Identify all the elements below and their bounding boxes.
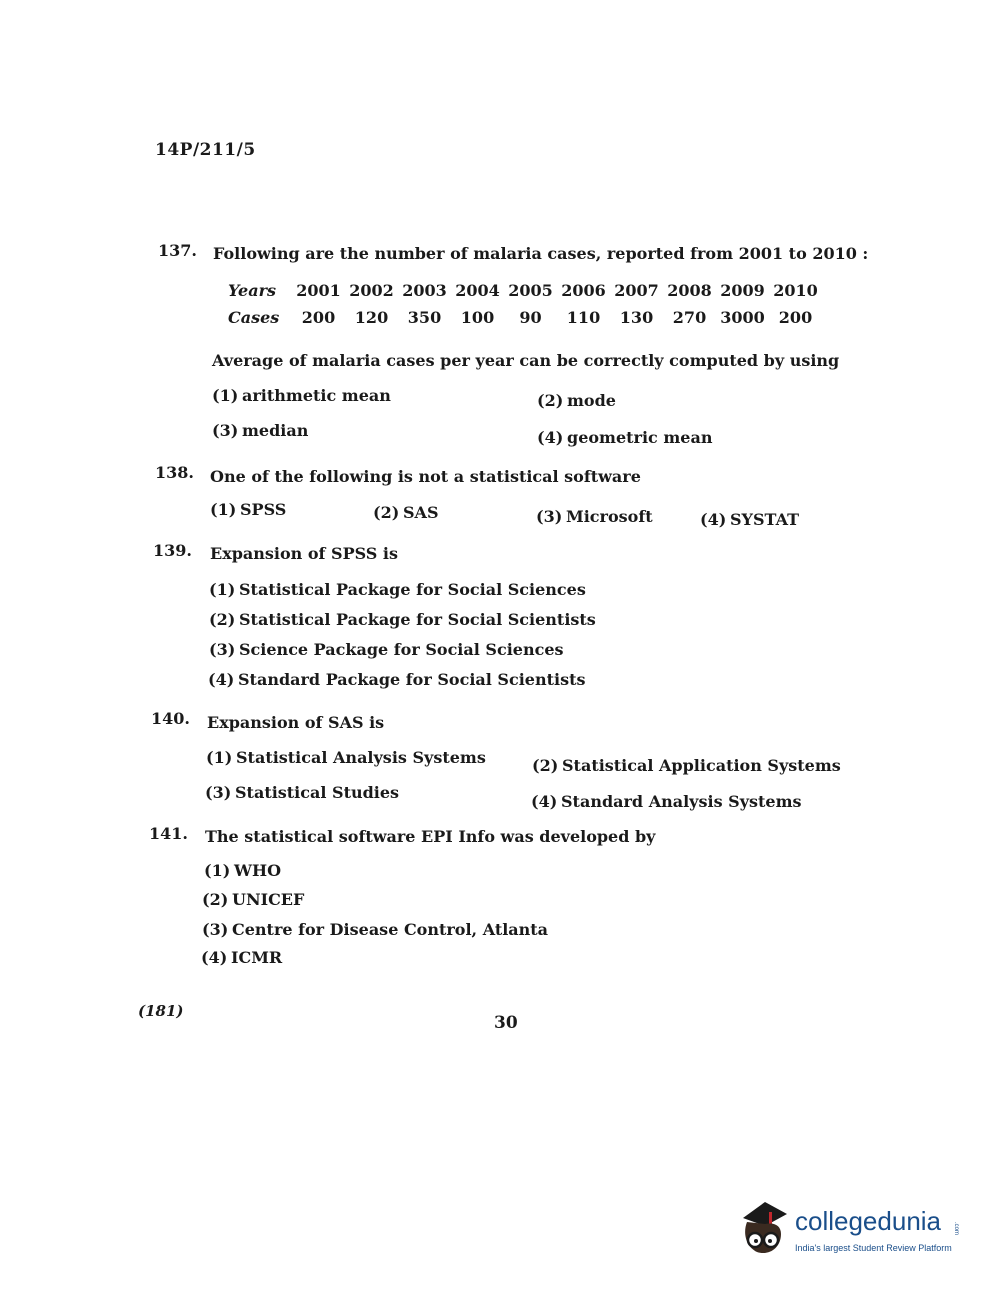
- option-text: Statistical Analysis Systems: [236, 748, 486, 767]
- option-number: (2): [537, 391, 564, 410]
- case-cell: 270: [672, 308, 707, 327]
- option-number: (2): [202, 890, 229, 909]
- year-cell: 2002: [349, 281, 394, 300]
- question-number-140: 140.: [151, 709, 190, 728]
- question-number-139: 139.: [153, 541, 192, 560]
- option-text: median: [242, 421, 309, 440]
- option-137-3[interactable]: [212, 421, 308, 440]
- option-number: (2): [532, 756, 559, 775]
- year-cell: 2007: [614, 281, 659, 300]
- logo-tagline: India's largest Student Review Platform: [795, 1243, 952, 1253]
- malaria-cases-table: [228, 277, 822, 331]
- mascot-icon: [735, 1196, 793, 1258]
- page-number: 30: [494, 1013, 518, 1033]
- case-cell: 130: [619, 308, 654, 327]
- option-text: Statistical Studies: [235, 783, 400, 802]
- option-text: Statistical Package for Social Sciences: [239, 580, 586, 599]
- footer-code: (181): [138, 1002, 184, 1020]
- question-number-141: 141.: [149, 824, 188, 843]
- question-text-137: Following are the number of malaria cases, reported from 2001 to 2010 :: [213, 244, 869, 263]
- year-cell: 2004: [455, 281, 500, 300]
- option-139-1[interactable]: [209, 580, 586, 599]
- case-cell: 120: [354, 308, 389, 327]
- year-cell: 2009: [720, 281, 765, 300]
- option-text: arithmetic mean: [242, 386, 391, 405]
- option-138-4[interactable]: [700, 510, 799, 529]
- option-141-1[interactable]: [204, 861, 281, 880]
- option-141-4[interactable]: [201, 948, 282, 967]
- option-137-4[interactable]: [537, 428, 712, 447]
- option-number: (1): [209, 580, 236, 599]
- option-141-2[interactable]: [202, 890, 304, 909]
- case-cell: 200: [778, 308, 813, 327]
- option-text: Centre for Disease Control, Atlanta: [232, 920, 549, 939]
- option-number: (3): [205, 783, 232, 802]
- logo-wordmark: collegedunia: [795, 1206, 942, 1236]
- case-cell: 350: [407, 308, 442, 327]
- year-cell: 2003: [402, 281, 447, 300]
- question-text-140: Expansion of SAS is: [207, 713, 385, 732]
- option-text: geometric mean: [567, 428, 713, 447]
- cases-label: Cases: [228, 308, 280, 327]
- option-140-4[interactable]: [531, 792, 802, 811]
- option-text: UNICEF: [232, 890, 305, 909]
- option-number: (3): [202, 920, 229, 939]
- years-label: Years: [228, 281, 277, 300]
- question-text-141: The statistical software EPI Info was developed by: [205, 827, 656, 846]
- table-row-cases: [228, 304, 822, 331]
- case-cell: 110: [566, 308, 601, 327]
- option-text: Statistical Package for Social Scientists: [239, 610, 596, 629]
- option-text: SAS: [403, 503, 439, 522]
- option-number: (1): [204, 861, 231, 880]
- option-number: (1): [206, 748, 233, 767]
- option-number: (1): [212, 386, 239, 405]
- case-cell: 3000: [720, 308, 765, 327]
- year-cell: 2001: [296, 281, 341, 300]
- year-cell: 2008: [667, 281, 712, 300]
- option-number: (4): [700, 510, 727, 529]
- question-number-137: 137.: [158, 241, 197, 260]
- option-text: ICMR: [231, 948, 283, 967]
- case-cell: 100: [460, 308, 495, 327]
- option-text: SPSS: [240, 500, 287, 519]
- question-subtext-137: Average of malaria cases per year can be correctly computed by using: [212, 351, 840, 370]
- case-cell: 90: [519, 308, 542, 327]
- option-138-1[interactable]: [210, 500, 286, 519]
- option-140-3[interactable]: [205, 783, 399, 802]
- option-number: (1): [210, 500, 237, 519]
- year-cell: 2006: [561, 281, 606, 300]
- option-number: (3): [209, 640, 236, 659]
- table-row-years: [228, 277, 822, 304]
- option-text: Standard Analysis Systems: [561, 792, 802, 811]
- option-139-3[interactable]: [209, 640, 564, 659]
- year-cell: 2005: [508, 281, 553, 300]
- option-text: Standard Package for Social Scientists: [238, 670, 586, 689]
- question-number-138: 138.: [155, 463, 194, 482]
- option-number: (2): [209, 610, 236, 629]
- paper-code: 14P/211/5: [155, 140, 256, 160]
- option-138-2[interactable]: [373, 503, 439, 522]
- option-text: mode: [567, 391, 616, 410]
- option-number: (4): [531, 792, 558, 811]
- option-number: (3): [212, 421, 239, 440]
- logo-suffix: .com: [953, 1222, 959, 1236]
- option-text: Statistical Application Systems: [562, 756, 841, 775]
- option-number: (4): [208, 670, 235, 689]
- option-140-2[interactable]: [532, 756, 841, 775]
- option-text: Science Package for Social Sciences: [239, 640, 564, 659]
- option-text: SYSTAT: [730, 510, 800, 529]
- option-number: (2): [373, 503, 400, 522]
- option-141-3[interactable]: [202, 920, 548, 939]
- year-cell: 2010: [773, 281, 818, 300]
- option-number: (4): [537, 428, 564, 447]
- question-text-138: One of the following is not a statistical software: [210, 467, 641, 486]
- option-140-1[interactable]: [206, 748, 486, 767]
- option-number: (3): [536, 507, 563, 526]
- question-text-139: Expansion of SPSS is: [210, 544, 399, 563]
- option-139-4[interactable]: [208, 670, 585, 689]
- option-text: WHO: [234, 861, 282, 880]
- case-cell: 200: [301, 308, 336, 327]
- option-138-3[interactable]: [536, 507, 653, 526]
- option-139-2[interactable]: [209, 610, 596, 629]
- option-137-2[interactable]: [537, 391, 616, 410]
- option-137-1[interactable]: [212, 386, 391, 405]
- option-number: (4): [201, 948, 228, 967]
- option-text: Microsoft: [566, 507, 653, 526]
- collegedunia-logo[interactable]: [735, 1196, 965, 1266]
